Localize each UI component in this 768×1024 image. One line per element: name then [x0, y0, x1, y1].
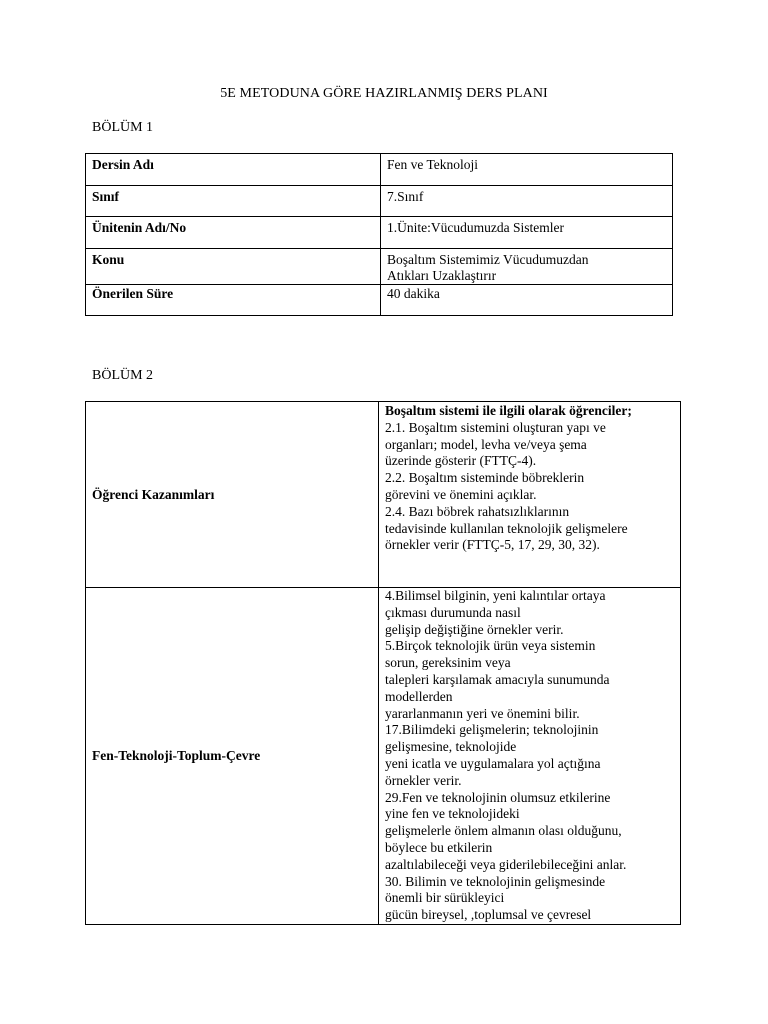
row-key: Öğrenci Kazanımları [86, 402, 379, 588]
fttc-line: gücün bireysel, ,toplumsal ve çevresel [385, 907, 592, 923]
fttc-line: çıkması durumunda nasıl [385, 604, 521, 620]
outcome-line: organları; model, levha ve/veya şema [385, 436, 587, 452]
value-line: Atıkları Uzaklaştırır [387, 268, 497, 283]
fttc-line: yeni icatla ve uygulamalara yol açtığına [385, 755, 601, 771]
fttc-line: modellerden [385, 688, 453, 704]
row-key: Sınıf [86, 186, 381, 217]
outcome-line: tedavisinde kullanılan teknolojik gelişmelere [385, 520, 628, 536]
table-row [86, 402, 681, 588]
outcome-line: 2.4. Bazı böbrek rahatsızlıklarının [385, 503, 570, 519]
row-value: 40 dakika [381, 285, 673, 316]
row-value: 1.Ünite:Vücudumuzda Sistemler [381, 217, 673, 249]
fttc-line: gelişip değiştiğine örnekler verir. [385, 621, 564, 637]
fttc-line: örnekler verir. [385, 772, 462, 788]
fttc-line: 29.Fen ve teknolojinin olumsuz etkilerine [385, 789, 611, 805]
fttc-line: 17.Bilimdeki gelişmelerin; teknolojinin [385, 722, 599, 738]
row-value [379, 402, 681, 588]
fttc-line: 5.Birçok teknolojik ürün veya sistemin [385, 638, 596, 654]
fttc-line: yararlanmanın yeri ve önemini bilir. [385, 705, 580, 721]
outcome-line: 2.2. Boşaltım sisteminde böbreklerin [385, 470, 585, 486]
row-value [381, 249, 673, 285]
fttc-line: talepleri karşılamak amacıyla sunumunda [385, 671, 610, 687]
row-value [379, 588, 681, 925]
row-key: Dersin Adı [86, 154, 381, 186]
document-title: 5E METODUNA GÖRE HAZIRLANMIŞ DERS PLANI [220, 86, 548, 101]
learning-outcomes-table [85, 401, 681, 925]
row-key: Önerilen Süre [86, 285, 381, 316]
outcome-line: üzerinde gösterir (FTTÇ-4). [385, 453, 537, 469]
fttc-line: sorun, gereksinim veya [385, 655, 511, 671]
fttc-line: gelişmesine, teknolojide [385, 739, 517, 755]
section-2-label: BÖLÜM 2 [92, 368, 154, 383]
outcome-line: görevini ve önemini açıklar. [385, 486, 537, 502]
fttc-line: yine fen ve teknolojideki [385, 806, 520, 822]
row-key: Fen-Teknoloji-Toplum-Çevre [86, 588, 379, 925]
outcomes-heading: Boşaltım sistemi ile ilgili olarak öğrenciler; [385, 403, 632, 418]
section-1-label: BÖLÜM 1 [92, 120, 154, 135]
table-row [86, 588, 681, 925]
fttc-line: 4.Bilimsel bilginin, yeni kalıntılar ortaya [385, 588, 606, 603]
table-row [86, 285, 673, 316]
course-info-table [85, 153, 673, 316]
table-row [86, 217, 673, 249]
table-row [86, 249, 673, 285]
row-value: 7.Sınıf [381, 186, 673, 217]
row-value: Fen ve Teknoloji [381, 154, 673, 186]
fttc-line: azaltılabileceği veya giderilebileceğini anlar. [385, 856, 627, 872]
fttc-line: 30. Bilimin ve teknolojinin gelişmesinde [385, 873, 606, 889]
outcome-line: 2.1. Boşaltım sistemini oluşturan yapı ve [385, 419, 606, 435]
fttc-line: önemli bir sürükleyici [385, 890, 505, 906]
row-key: Konu [86, 249, 381, 285]
fttc-line: gelişmelerle önlem almanın olası olduğunu, [385, 823, 622, 839]
fttc-line: böylece bu etkilerin [385, 839, 493, 855]
table-row [86, 186, 673, 217]
row-key: Ünitenin Adı/No [86, 217, 381, 249]
value-line: Boşaltım Sistemimiz Vücudumuzdan [387, 252, 589, 267]
table-row [86, 154, 673, 186]
outcome-line: örnekler verir (FTTÇ-5, 17, 29, 30, 32). [385, 537, 600, 553]
